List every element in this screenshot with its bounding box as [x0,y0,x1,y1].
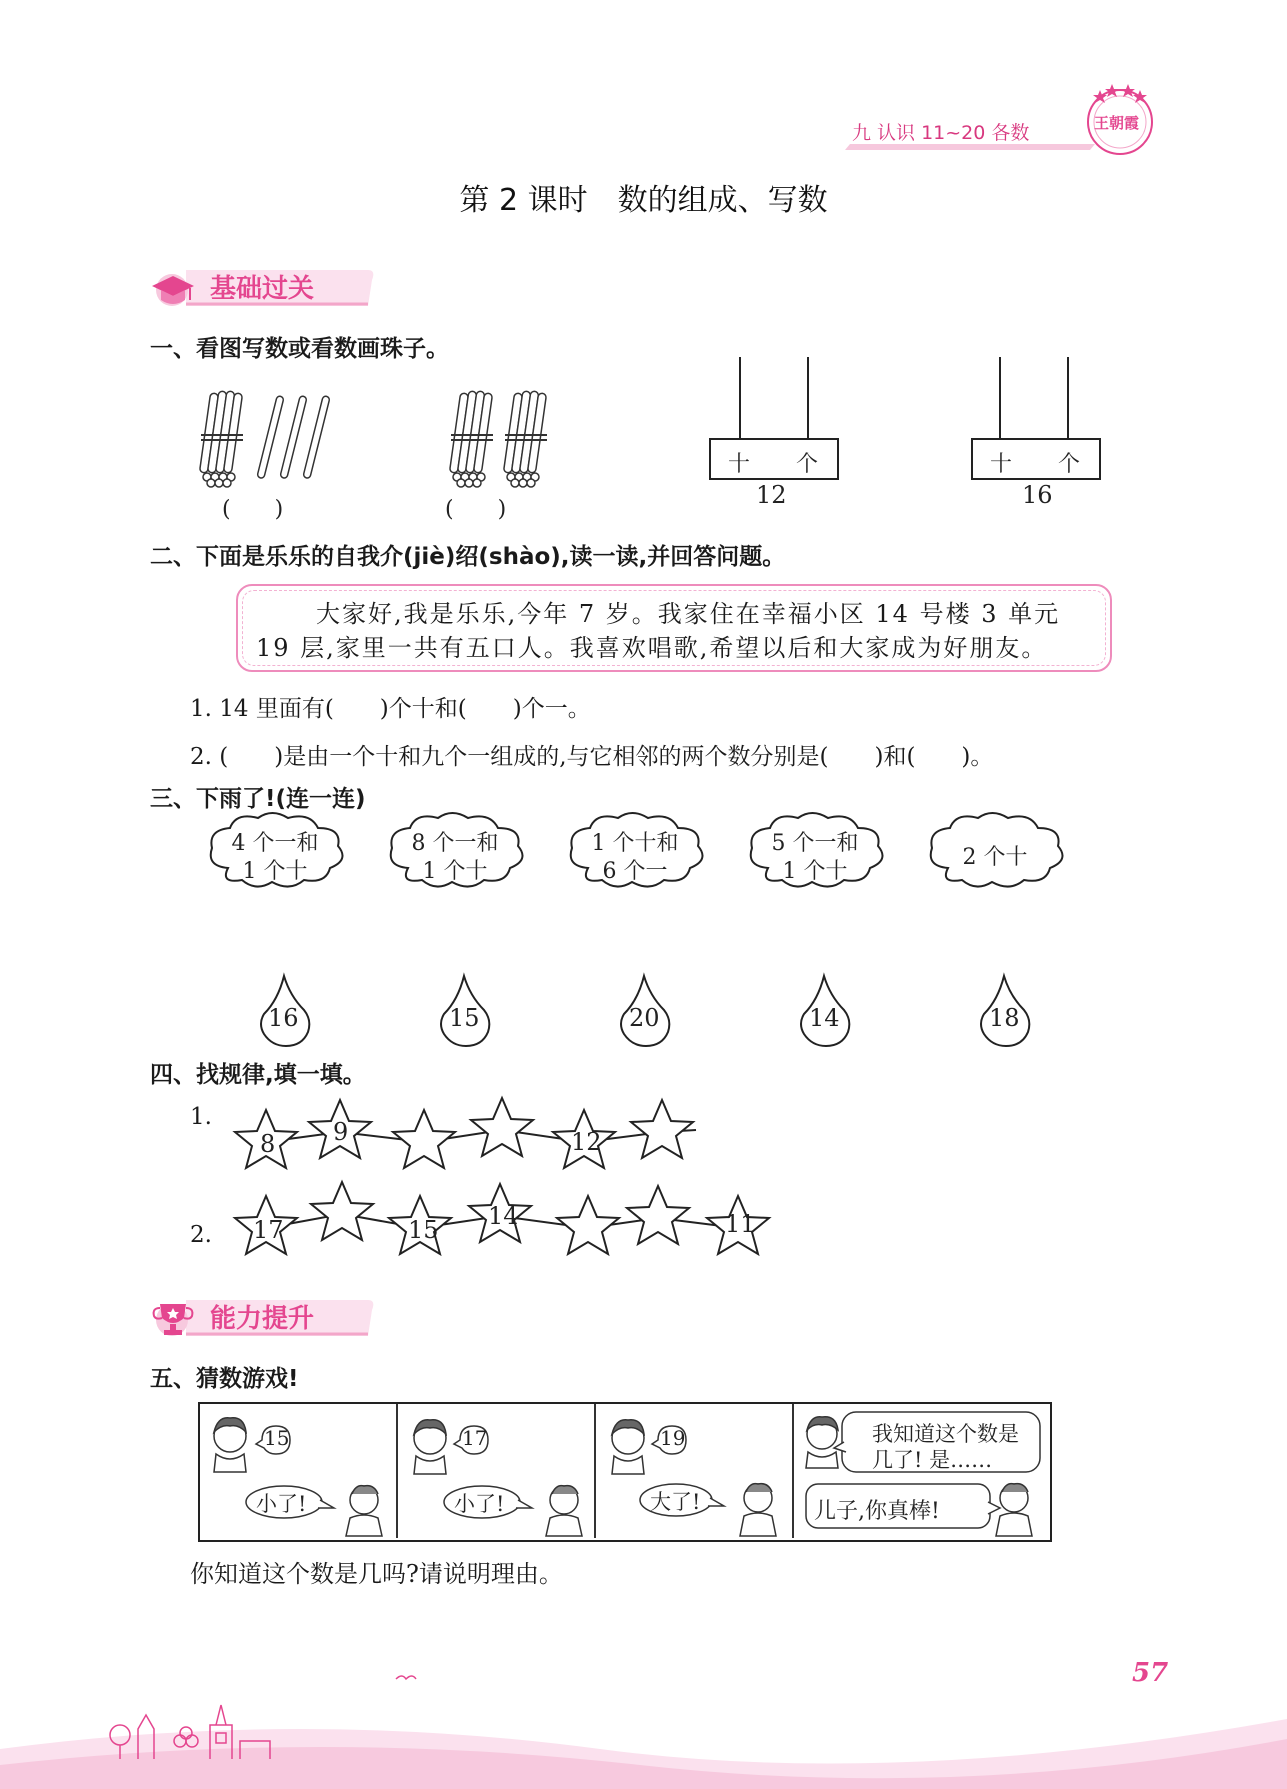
boy-final-line-2: 几了! 是…… [872,1448,993,1472]
dad-reply: 大了! [650,1490,701,1514]
abacus-ones-label: 个 [796,452,819,477]
q5-title: 五、猜数游戏! [150,1366,299,1392]
star-number: 12 [571,1128,602,1156]
page-number: 57 [1132,1658,1169,1688]
row-1-label: 1. [190,1104,212,1130]
comic-panel-4 [794,1404,1048,1538]
boy-guess: 17 [462,1426,488,1450]
section-banner-basic [146,266,376,306]
star-number: 11 [725,1210,756,1238]
row2-star-5[interactable] [557,1196,619,1254]
cloud-line: 8 个一和 [411,831,499,856]
sticks-two-bundles [445,385,575,495]
abacus-ones-label: 个 [1058,452,1081,477]
story-line-1: 大家好,我是乐乐,今年 7 岁。我家住在幸福小区 14 号楼 3 单元 [316,600,1061,628]
boy-guess: 19 [660,1426,686,1450]
comic-panel-2 [398,1404,596,1538]
cloud-line: 6 个一 [602,859,668,884]
star-number: 17 [253,1216,284,1244]
abacus-tens-label: 十 [990,452,1013,477]
cloud-text-4 [746,830,884,886]
q1-title: 一、看图写数或看数画珠子。 [150,336,449,362]
star-number: 8 [260,1130,276,1158]
q2-title: 二、下面是乐乐的自我介(jiè)绍(shào),读一读,并回答问题。 [150,544,786,570]
story-box [236,584,1112,672]
drop-number: 18 [989,1004,1020,1032]
dad-reply: 小了! [256,1492,307,1516]
cloud-line: 1 个十 [242,859,308,884]
cloud-line: 4 个一和 [231,831,319,856]
running-header [840,112,1100,152]
star-number: 9 [333,1118,349,1146]
row2-star-6[interactable] [627,1186,689,1244]
drop-number: 20 [629,1004,660,1032]
trophy-icon [150,1298,196,1340]
boy-and-dad-drawing [596,1404,792,1538]
q2-item-2[interactable]: 2. ( )是由一个十和九个一组成的,与它相邻的两个数分别是( )和( )。 [190,744,994,770]
drop-number: 16 [268,1004,299,1032]
abacus-12[interactable] [708,355,840,510]
comic-strip [198,1402,1052,1542]
cloud-line: 5 个一和 [771,831,859,856]
star-number: 15 [408,1216,439,1244]
boy-final-line-1: 我知道这个数是 [872,1422,1019,1446]
comic-panel-1 [200,1404,398,1538]
section-label-basic: 基础过关 [210,274,315,304]
q1-blank-2[interactable]: ( ) [445,497,507,522]
row-2-label: 2. [190,1222,212,1248]
section-banner-advanced [146,1296,376,1336]
q1-blank-1[interactable]: ( ) [222,497,284,522]
graduation-cap-icon [150,270,196,310]
cloud-line: 1 个十和 [591,831,679,856]
q4-title: 四、找规律,填一填。 [150,1062,366,1088]
cloud-text-5 [926,844,1064,872]
row2-star-2[interactable] [311,1182,373,1240]
boy-guess: 15 [264,1426,290,1450]
row1-star-4[interactable] [471,1098,533,1156]
q5-question: 你知道这个数是几吗?请说明理由。 [190,1560,563,1588]
dad-reply: 小了! [454,1492,505,1516]
row1-star-3[interactable] [393,1110,455,1168]
star-number: 14 [488,1202,519,1230]
drop-number: 14 [809,1004,840,1032]
cloud-text-1 [206,830,344,886]
star-pattern-graphic [220,1090,860,1330]
lesson-title: 第 2 课时 数的组成、写数 [459,183,828,218]
brand-logo-text: 王朝霞 [1094,114,1140,132]
cloud-text-3 [566,830,704,886]
cloud-text-2 [386,830,524,886]
row1-star-6[interactable] [631,1100,693,1158]
abacus-number: 12 [756,481,787,509]
footer-decoration [0,1669,1287,1789]
abacus-number: 16 [1022,481,1053,509]
cloud-line: 1 个十 [422,859,488,884]
cloud-line: 1 个十 [782,859,848,884]
comic-panel-3 [596,1404,794,1538]
brand-logo [1080,78,1160,158]
q2-item-1[interactable]: 1. 14 里面有( )个十和( )个一。 [190,696,591,722]
abacus-tens-label: 十 [728,452,751,477]
story-line-2: 19 层,家里一共有五口人。我喜欢唱歌,希望以后和大家成为好朋友。 [256,634,1048,662]
q3-title: 三、下雨了!(连一连) [150,786,366,812]
drop-number: 15 [449,1004,480,1032]
running-title: 九 认识 11~20 各数 [852,122,1030,144]
dad-final: 儿子,你真棒! [814,1499,940,1524]
section-label-advanced: 能力提升 [210,1304,315,1334]
cloud-line: 2 个十 [962,845,1028,870]
abacus-16[interactable] [970,355,1102,510]
sticks-bundle-1-plus-3 [195,385,345,495]
